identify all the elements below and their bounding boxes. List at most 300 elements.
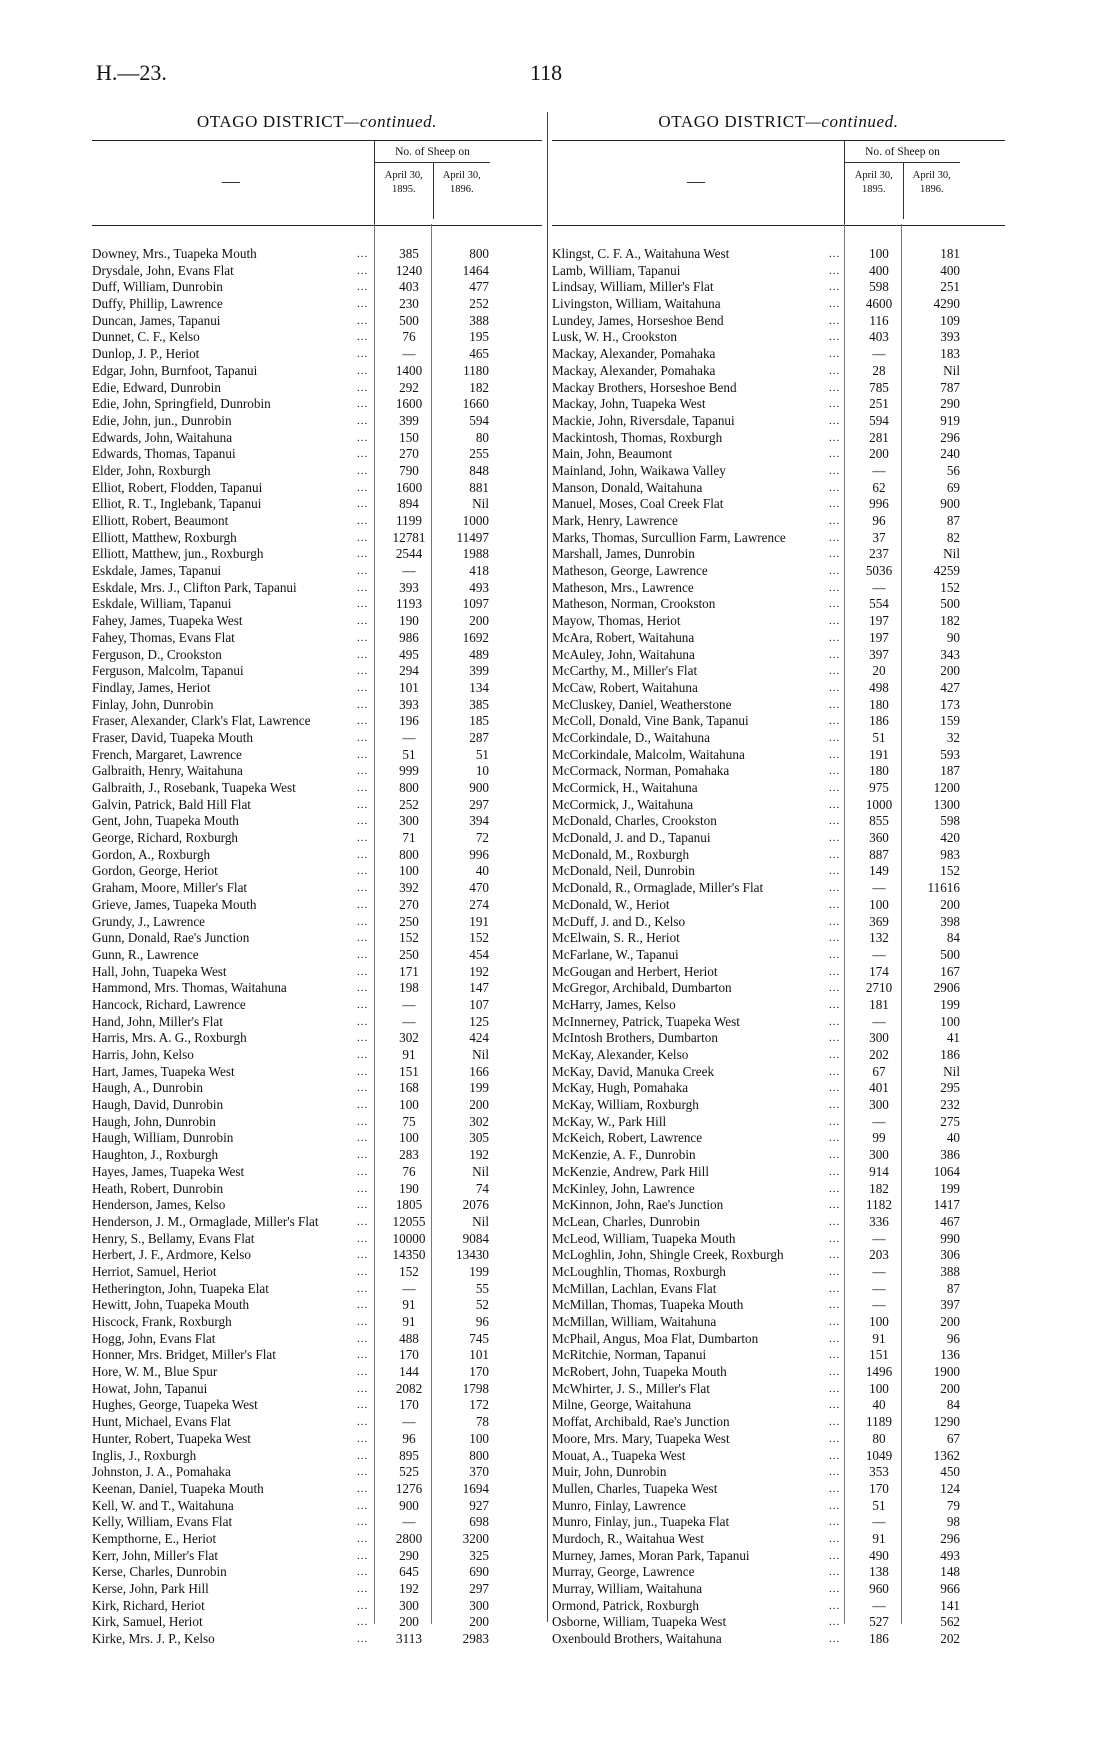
sheep-1896: 167 — [940, 963, 960, 979]
sheep-1896: 52 — [475, 1297, 489, 1313]
sheep-1895: 62 — [872, 479, 886, 495]
owner-name: Hunter, Robert, Tuapeka West — [92, 1431, 254, 1448]
leader-dots: ... — [357, 515, 369, 527]
sheep-1896: Nil — [472, 1047, 489, 1062]
sheep-1895: 3113 — [396, 1631, 422, 1647]
table-row — [92, 1181, 542, 1198]
sheep-1896: 385 — [469, 696, 489, 712]
sheep-1896: 465 — [469, 346, 489, 362]
sheep-1896: 107 — [469, 996, 489, 1012]
table-row — [92, 596, 542, 613]
leader-dots: ... — [829, 364, 841, 377]
sheep-1895: 252 — [399, 796, 419, 812]
sheep-1895: 197 — [869, 629, 889, 645]
leader-dots: ... — [829, 1382, 841, 1395]
sheep-1896: 67 — [946, 1430, 960, 1446]
leader-dots: ... — [829, 932, 841, 945]
owner-name: Harris, John, Kelso — [92, 1047, 197, 1064]
table-row — [552, 463, 1005, 480]
sheep-1895: 91 — [872, 1530, 886, 1546]
leader-dots: ... — [829, 1616, 841, 1629]
sheep-1896: 1064 — [933, 1163, 960, 1179]
table-row — [552, 496, 1005, 513]
table-row — [552, 363, 1005, 380]
leader-dots: ... — [357, 1165, 369, 1178]
owner-name: McColl, Donald, Vine Bank, Tapanui — [552, 713, 752, 730]
sheep-1895: 91 — [402, 1297, 416, 1313]
sheep-1896: 745 — [469, 1330, 489, 1346]
owner-name: Kirk, Richard, Heriot — [92, 1598, 208, 1615]
sheep-1895: 100 — [399, 1130, 419, 1146]
table-row — [552, 930, 1005, 947]
sheep-1896: 187 — [940, 763, 960, 779]
sheep-1895: 37 — [872, 529, 886, 545]
sheep-1895: 2082 — [395, 1380, 423, 1396]
owner-name: Matheson, Norman, Crookston — [552, 596, 718, 613]
owner-name: Klingst, C. F. A., Waitahuna West — [552, 246, 732, 263]
owner-name: Herbert, J. F., Ardmore, Kelso — [92, 1247, 254, 1264]
sheep-1895: 150 — [399, 429, 419, 445]
sheep-1896: 183 — [940, 346, 960, 362]
owner-name: Mouat, A., Tuapeka West — [552, 1448, 689, 1465]
owner-name: Lusk, W. H., Crookston — [552, 329, 680, 346]
table-row — [92, 563, 542, 580]
leader-dots: ... — [829, 1199, 841, 1212]
sheep-1896: 1097 — [462, 596, 489, 612]
leader-dots: ... — [357, 1382, 369, 1395]
owner-name: Gunn, R., Lawrence — [92, 947, 202, 964]
sheep-1896: 101 — [469, 1347, 489, 1363]
sheep-1896: 1900 — [933, 1364, 960, 1380]
sheep-1895: 495 — [399, 646, 419, 662]
table-row — [92, 1247, 542, 1264]
leader-dots: ... — [357, 965, 369, 978]
owner-name: Edie, Edward, Dunrobin — [92, 380, 224, 397]
leader-dots: ... — [357, 982, 369, 995]
table-row — [92, 813, 542, 830]
sheep-1896: 191 — [469, 913, 489, 929]
owner-name: McDonald, W., Heriot — [552, 897, 673, 914]
table-row — [92, 797, 542, 814]
leader-dots: ... — [357, 782, 369, 794]
owner-name: Mainland, John, Waikawa Valley — [552, 463, 729, 480]
owner-name: Mackay, Alexander, Pomahaka — [552, 346, 718, 363]
sheep-1895: — — [402, 729, 416, 745]
leader-dots: ... — [357, 1049, 369, 1061]
sheep-1895: 975 — [869, 780, 889, 795]
sheep-1895: 360 — [869, 830, 889, 846]
sheep-1895: 294 — [399, 663, 419, 679]
sheep-1895: 180 — [869, 696, 889, 712]
sheep-1896: 199 — [940, 996, 960, 1012]
owner-name: Duff, William, Dunrobin — [92, 279, 226, 296]
table-row — [552, 763, 1005, 780]
sheep-1896: 996 — [469, 846, 489, 862]
sheep-1896: 398 — [940, 913, 960, 929]
owner-name: McGregor, Archibald, Dumbarton — [552, 980, 735, 997]
owner-name: McKenzie, Andrew, Park Hill — [552, 1164, 712, 1181]
sheep-1895: — — [402, 1414, 416, 1430]
sheep-1896: 152 — [940, 579, 960, 595]
sheep-1895: 401 — [869, 1080, 889, 1096]
sheep-1896: 1694 — [462, 1480, 489, 1496]
sheep-1895: 51 — [872, 729, 886, 745]
sheep-1895: — — [872, 1013, 886, 1029]
leader-dots: ... — [829, 1065, 841, 1078]
owner-name: Duncan, James, Tapanui — [92, 313, 223, 330]
leader-dots: ... — [357, 1132, 369, 1145]
sheep-1895: 149 — [869, 863, 889, 879]
sheep-1896: 593 — [940, 746, 960, 762]
table-row — [92, 747, 542, 764]
table-row — [92, 847, 542, 864]
leader-dots: ... — [829, 1583, 841, 1595]
owner-name: Mackie, John, Riversdale, Tapanui — [552, 413, 738, 430]
owner-name: Munro, Finlay, Lawrence — [552, 1498, 689, 1515]
sheep-1896: 302 — [469, 1113, 489, 1129]
left-column-title: OTAGO DISTRICT—continued. — [196, 112, 438, 131]
sheep-1896: 80 — [475, 429, 489, 445]
leader-dots: ... — [829, 531, 841, 544]
leader-dots: ... — [829, 1432, 841, 1445]
sheep-1896: 240 — [940, 446, 960, 462]
sheep-1896: 690 — [469, 1564, 489, 1580]
sheep-1895: 200 — [869, 446, 889, 462]
sheep-1895: 594 — [869, 412, 889, 428]
sheep-1895: 399 — [399, 412, 419, 428]
leader-dots: ... — [357, 481, 369, 494]
sheep-1896: 98 — [946, 1514, 960, 1530]
sheep-1895: — — [872, 1230, 886, 1246]
owner-name: Elliott, Matthew, Roxburgh — [92, 530, 240, 547]
sheep-1895: 14350 — [392, 1247, 426, 1263]
table-row — [552, 1564, 1005, 1581]
table-row — [92, 713, 542, 730]
owner-name: McDonald, R., Ormaglade, Miller's Flat — [552, 880, 766, 897]
table-row — [552, 1548, 1005, 1565]
sheep-1896: 32 — [946, 729, 960, 745]
owner-name: Murray, William, Waitahuna — [552, 1581, 705, 1598]
table-row — [92, 997, 542, 1014]
sheep-1896: 10 — [475, 763, 489, 779]
table-row — [552, 380, 1005, 397]
leader-dots: ... — [357, 364, 369, 377]
owner-name: Kerr, John, Miller's Flat — [92, 1548, 221, 1565]
sheep-1895: 12055 — [392, 1213, 426, 1229]
sheep-1895: 51 — [402, 746, 416, 762]
sheep-1895: 76 — [402, 329, 416, 345]
sheep-1896: 500 — [940, 946, 960, 962]
table-column-rule — [431, 224, 432, 1624]
leader-dots: ... — [829, 715, 841, 728]
table-row — [92, 346, 542, 363]
owner-name: Ferguson, D., Crookston — [92, 647, 225, 664]
leader-dots: ... — [357, 1182, 369, 1195]
owner-name: McLeod, William, Tuapeka Mouth — [552, 1231, 738, 1248]
owner-name: Mayow, Thomas, Heriot — [552, 613, 684, 630]
sheep-1896: 2983 — [462, 1631, 489, 1647]
table-row — [552, 1414, 1005, 1431]
table-row — [92, 1197, 542, 1214]
owner-name: Oxenbould Brothers, Waitahuna — [552, 1631, 725, 1648]
table-row — [92, 630, 542, 647]
col-1895-header: April 30, 1895. — [854, 170, 893, 195]
table-row — [92, 947, 542, 964]
sheep-1895: 203 — [869, 1247, 889, 1263]
sheep-1895: 152 — [399, 930, 419, 946]
sheep-1895: 300 — [399, 1597, 419, 1613]
sheep-1895: 385 — [399, 246, 419, 261]
table-row — [552, 263, 1005, 280]
table-row — [552, 1498, 1005, 1515]
sheep-1896: 9084 — [462, 1230, 489, 1246]
table-row — [92, 1498, 542, 1515]
owner-name: Galbraith, J., Rosebank, Tuapeka West — [92, 780, 299, 797]
table-row — [92, 897, 542, 914]
table-row — [552, 563, 1005, 580]
owner-name: Fahey, James, Tuapeka West — [92, 613, 246, 630]
owner-name: Johnston, J. A., Pomahaka — [92, 1464, 234, 1481]
leader-dots: ... — [357, 698, 369, 711]
left-table-body — [92, 246, 542, 1648]
sheep-1896: 427 — [940, 679, 960, 695]
right-table-body — [552, 246, 1005, 1648]
table-row — [552, 630, 1005, 647]
sheep-1896: 1417 — [933, 1197, 960, 1213]
sheep-1896: 397 — [940, 1297, 960, 1313]
leader-dots: ... — [829, 598, 841, 611]
owner-name: Matheson, George, Lawrence — [552, 563, 711, 580]
sheep-1895: — — [402, 1280, 416, 1296]
sheep-1895: 1600 — [395, 396, 423, 412]
leader-dots: ... — [829, 815, 841, 828]
owner-name: McCaw, Robert, Waitahuna — [552, 680, 701, 697]
sheep-1896: 152 — [469, 930, 489, 946]
owner-name: McLoughlin, Thomas, Roxburgh — [552, 1264, 729, 1281]
sheep-1895: 400 — [869, 262, 889, 278]
table-row — [552, 480, 1005, 497]
leader-dots: ... — [829, 1466, 841, 1479]
owner-name: McMillan, Thomas, Tuapeka Mouth — [552, 1297, 746, 1314]
sheep-1895: — — [402, 563, 416, 579]
leader-dots: ... — [829, 882, 841, 895]
owner-name: Edgar, John, Burnfoot, Tapanui — [92, 363, 260, 380]
owner-name: Manson, Donald, Waitahuna — [552, 480, 705, 497]
sheep-1896: 848 — [469, 462, 489, 478]
table-row — [552, 1297, 1005, 1314]
sheep-1896: 900 — [940, 496, 960, 512]
table-row — [92, 1130, 542, 1147]
leader-dots: ... — [829, 1449, 841, 1462]
owner-name: McDonald, J. and D., Tapanui — [552, 830, 714, 847]
sheep-1896: 274 — [469, 896, 489, 912]
sheep-1896: 1290 — [933, 1414, 960, 1430]
owner-name: Gunn, Donald, Rae's Junction — [92, 930, 252, 947]
owner-name: McCluskey, Daniel, Weatherstone — [552, 697, 735, 714]
leader-dots: ... — [357, 264, 369, 277]
sheep-1895: 100 — [399, 1097, 419, 1113]
sheep-1896: 1180 — [463, 362, 489, 378]
leader-dots: ... — [357, 648, 369, 661]
sheep-1896: 152 — [940, 863, 960, 879]
table-row — [92, 1014, 542, 1031]
sheep-1895: 393 — [399, 696, 419, 712]
leader-dots: ... — [357, 398, 369, 411]
leader-dots: ... — [829, 1282, 841, 1295]
owner-name: McAuley, John, Waitahuna — [552, 647, 698, 664]
leader-dots: ... — [357, 1466, 369, 1479]
table-row — [92, 1147, 542, 1164]
sheep-1895: 76 — [402, 1163, 416, 1179]
owner-name: McKay, Alexander, Kelso — [552, 1047, 691, 1064]
table-row — [552, 446, 1005, 463]
leader-dots: ... — [829, 515, 841, 527]
sheep-1896: 296 — [940, 1530, 960, 1546]
table-row — [552, 413, 1005, 430]
sheep-1896: 182 — [469, 379, 489, 395]
sheep-1895: 186 — [869, 713, 889, 729]
table-row — [92, 1581, 542, 1598]
sheep-1896: 4290 — [933, 296, 960, 312]
owner-name: Galvin, Patrick, Bald Hill Flat — [92, 797, 254, 814]
leader-dots: ... — [357, 1349, 369, 1362]
table-row — [552, 1464, 1005, 1481]
leader-dots: ... — [829, 1549, 841, 1562]
leader-dots: ... — [357, 615, 369, 628]
sheep-1896: 192 — [469, 963, 489, 979]
leader-dots: ... — [357, 715, 369, 728]
owner-name: Haughton, J., Roxburgh — [92, 1147, 221, 1164]
sheep-1896: 78 — [475, 1414, 489, 1430]
leader-dots: ... — [829, 1349, 841, 1362]
sheep-1895: 914 — [869, 1163, 889, 1179]
sheep-1896: 100 — [940, 1013, 960, 1029]
leader-dots: ... — [829, 1049, 841, 1061]
sheep-1895: 292 — [399, 379, 419, 395]
owner-name: Hunt, Michael, Evans Flat — [92, 1414, 234, 1431]
leader-dots: ... — [357, 1099, 369, 1112]
owner-name: Hetherington, John, Tuapeka Elat — [92, 1281, 272, 1298]
sheep-1896: 1660 — [462, 396, 489, 412]
sheep-1895: 488 — [399, 1330, 419, 1346]
sheep-1895: 171 — [399, 963, 419, 979]
sheep-1896: 124 — [940, 1480, 960, 1496]
table-row — [552, 663, 1005, 680]
owner-name: Elliott, Robert, Beaumont — [92, 513, 231, 530]
table-row — [552, 897, 1005, 914]
owner-name: Main, John, Beaumont — [552, 446, 675, 463]
leader-dots: ... — [357, 898, 369, 911]
table-row — [92, 1397, 542, 1414]
sheep-1896: 493 — [940, 1547, 960, 1563]
table-row — [92, 480, 542, 497]
table-row — [92, 930, 542, 947]
table-row — [92, 1264, 542, 1281]
sheep-1895: 100 — [869, 1380, 889, 1396]
owner-name: Kempthorne, E., Heriot — [92, 1531, 219, 1548]
sheep-1895: 1805 — [395, 1197, 423, 1213]
table-row — [92, 613, 542, 630]
sheep-1896: 467 — [940, 1213, 960, 1229]
owner-name: McCorkindale, Malcolm, Waitahuna — [552, 747, 748, 764]
table-column-rule — [901, 224, 902, 1624]
sheep-1895: 300 — [399, 813, 419, 829]
sheep-1895: 152 — [399, 1263, 419, 1279]
sheep-1895: 300 — [869, 1147, 889, 1163]
owner-name: Moffat, Archibald, Rae's Junction — [552, 1414, 733, 1431]
leader-dots: ... — [829, 1516, 841, 1529]
table-row — [552, 396, 1005, 413]
sheep-1895: 51 — [872, 1497, 886, 1513]
sheep-1896: 192 — [469, 1147, 489, 1163]
leader-dots: ... — [829, 1366, 841, 1379]
owner-name: Haugh, John, Dunrobin — [92, 1114, 219, 1131]
table-row — [92, 914, 542, 931]
owner-name: Eskdale, William, Tapanui — [92, 596, 234, 613]
leader-dots: ... — [357, 1416, 369, 1429]
sheep-1895: 996 — [869, 496, 889, 512]
table-row — [552, 1164, 1005, 1181]
owner-name: McKay, Hugh, Pomahaka — [552, 1080, 691, 1097]
sheep-1895: 100 — [869, 1314, 889, 1329]
owner-name: McPhail, Angus, Moa Flat, Dumbarton — [552, 1331, 761, 1348]
sheep-1896: 489 — [469, 646, 489, 662]
sheep-1895: 197 — [869, 613, 889, 629]
leader-dots: ... — [829, 1416, 841, 1429]
sheep-1895: 182 — [869, 1180, 889, 1196]
leader-dots: ... — [357, 1366, 369, 1379]
leader-dots: ... — [357, 248, 369, 260]
table-row — [92, 1114, 542, 1131]
owner-name: Kirke, Mrs. J. P., Kelso — [92, 1631, 218, 1648]
sheep-1895: 186 — [869, 1631, 889, 1647]
leader-dots: ... — [357, 1149, 369, 1162]
sheep-1895: 99 — [872, 1130, 886, 1146]
sheep-1895: 96 — [402, 1430, 416, 1446]
table-row — [92, 964, 542, 981]
sheep-1895: 1400 — [395, 362, 423, 378]
sheep-1896: 199 — [469, 1263, 489, 1279]
left-column — [92, 112, 542, 1648]
sheep-1895: 392 — [399, 880, 419, 896]
owner-name: Edwards, Thomas, Tapanui — [92, 446, 239, 463]
owner-name: Eskdale, James, Tapanui — [92, 563, 224, 580]
table-row — [552, 880, 1005, 897]
sheep-1895: 785 — [869, 379, 889, 395]
owner-name: Finlay, John, Dunrobin — [92, 697, 217, 714]
table-row — [92, 1414, 542, 1431]
table-row — [552, 346, 1005, 363]
table-row — [92, 1314, 542, 1331]
sheep-1896: 159 — [940, 713, 960, 729]
leader-dots: ... — [357, 1482, 369, 1495]
sheep-1895: 151 — [399, 1063, 419, 1079]
sheep-1896: 454 — [469, 946, 489, 962]
table-row — [552, 1314, 1005, 1331]
table-row — [552, 613, 1005, 630]
leader-dots: ... — [357, 665, 369, 678]
owner-name: Harris, Mrs. A. G., Roxburgh — [92, 1030, 250, 1047]
sheep-1896: 40 — [946, 1130, 960, 1146]
page-reference: H.—23. — [96, 60, 167, 85]
header-dash: — — [687, 171, 705, 191]
owner-name: Lamb, William, Tapanui — [552, 263, 683, 280]
owner-name: Elder, John, Roxburgh — [92, 463, 214, 480]
table-row — [552, 680, 1005, 697]
sheep-1896: 990 — [940, 1230, 960, 1246]
leader-dots: ... — [357, 1065, 369, 1078]
sheep-1896: 182 — [940, 613, 960, 629]
